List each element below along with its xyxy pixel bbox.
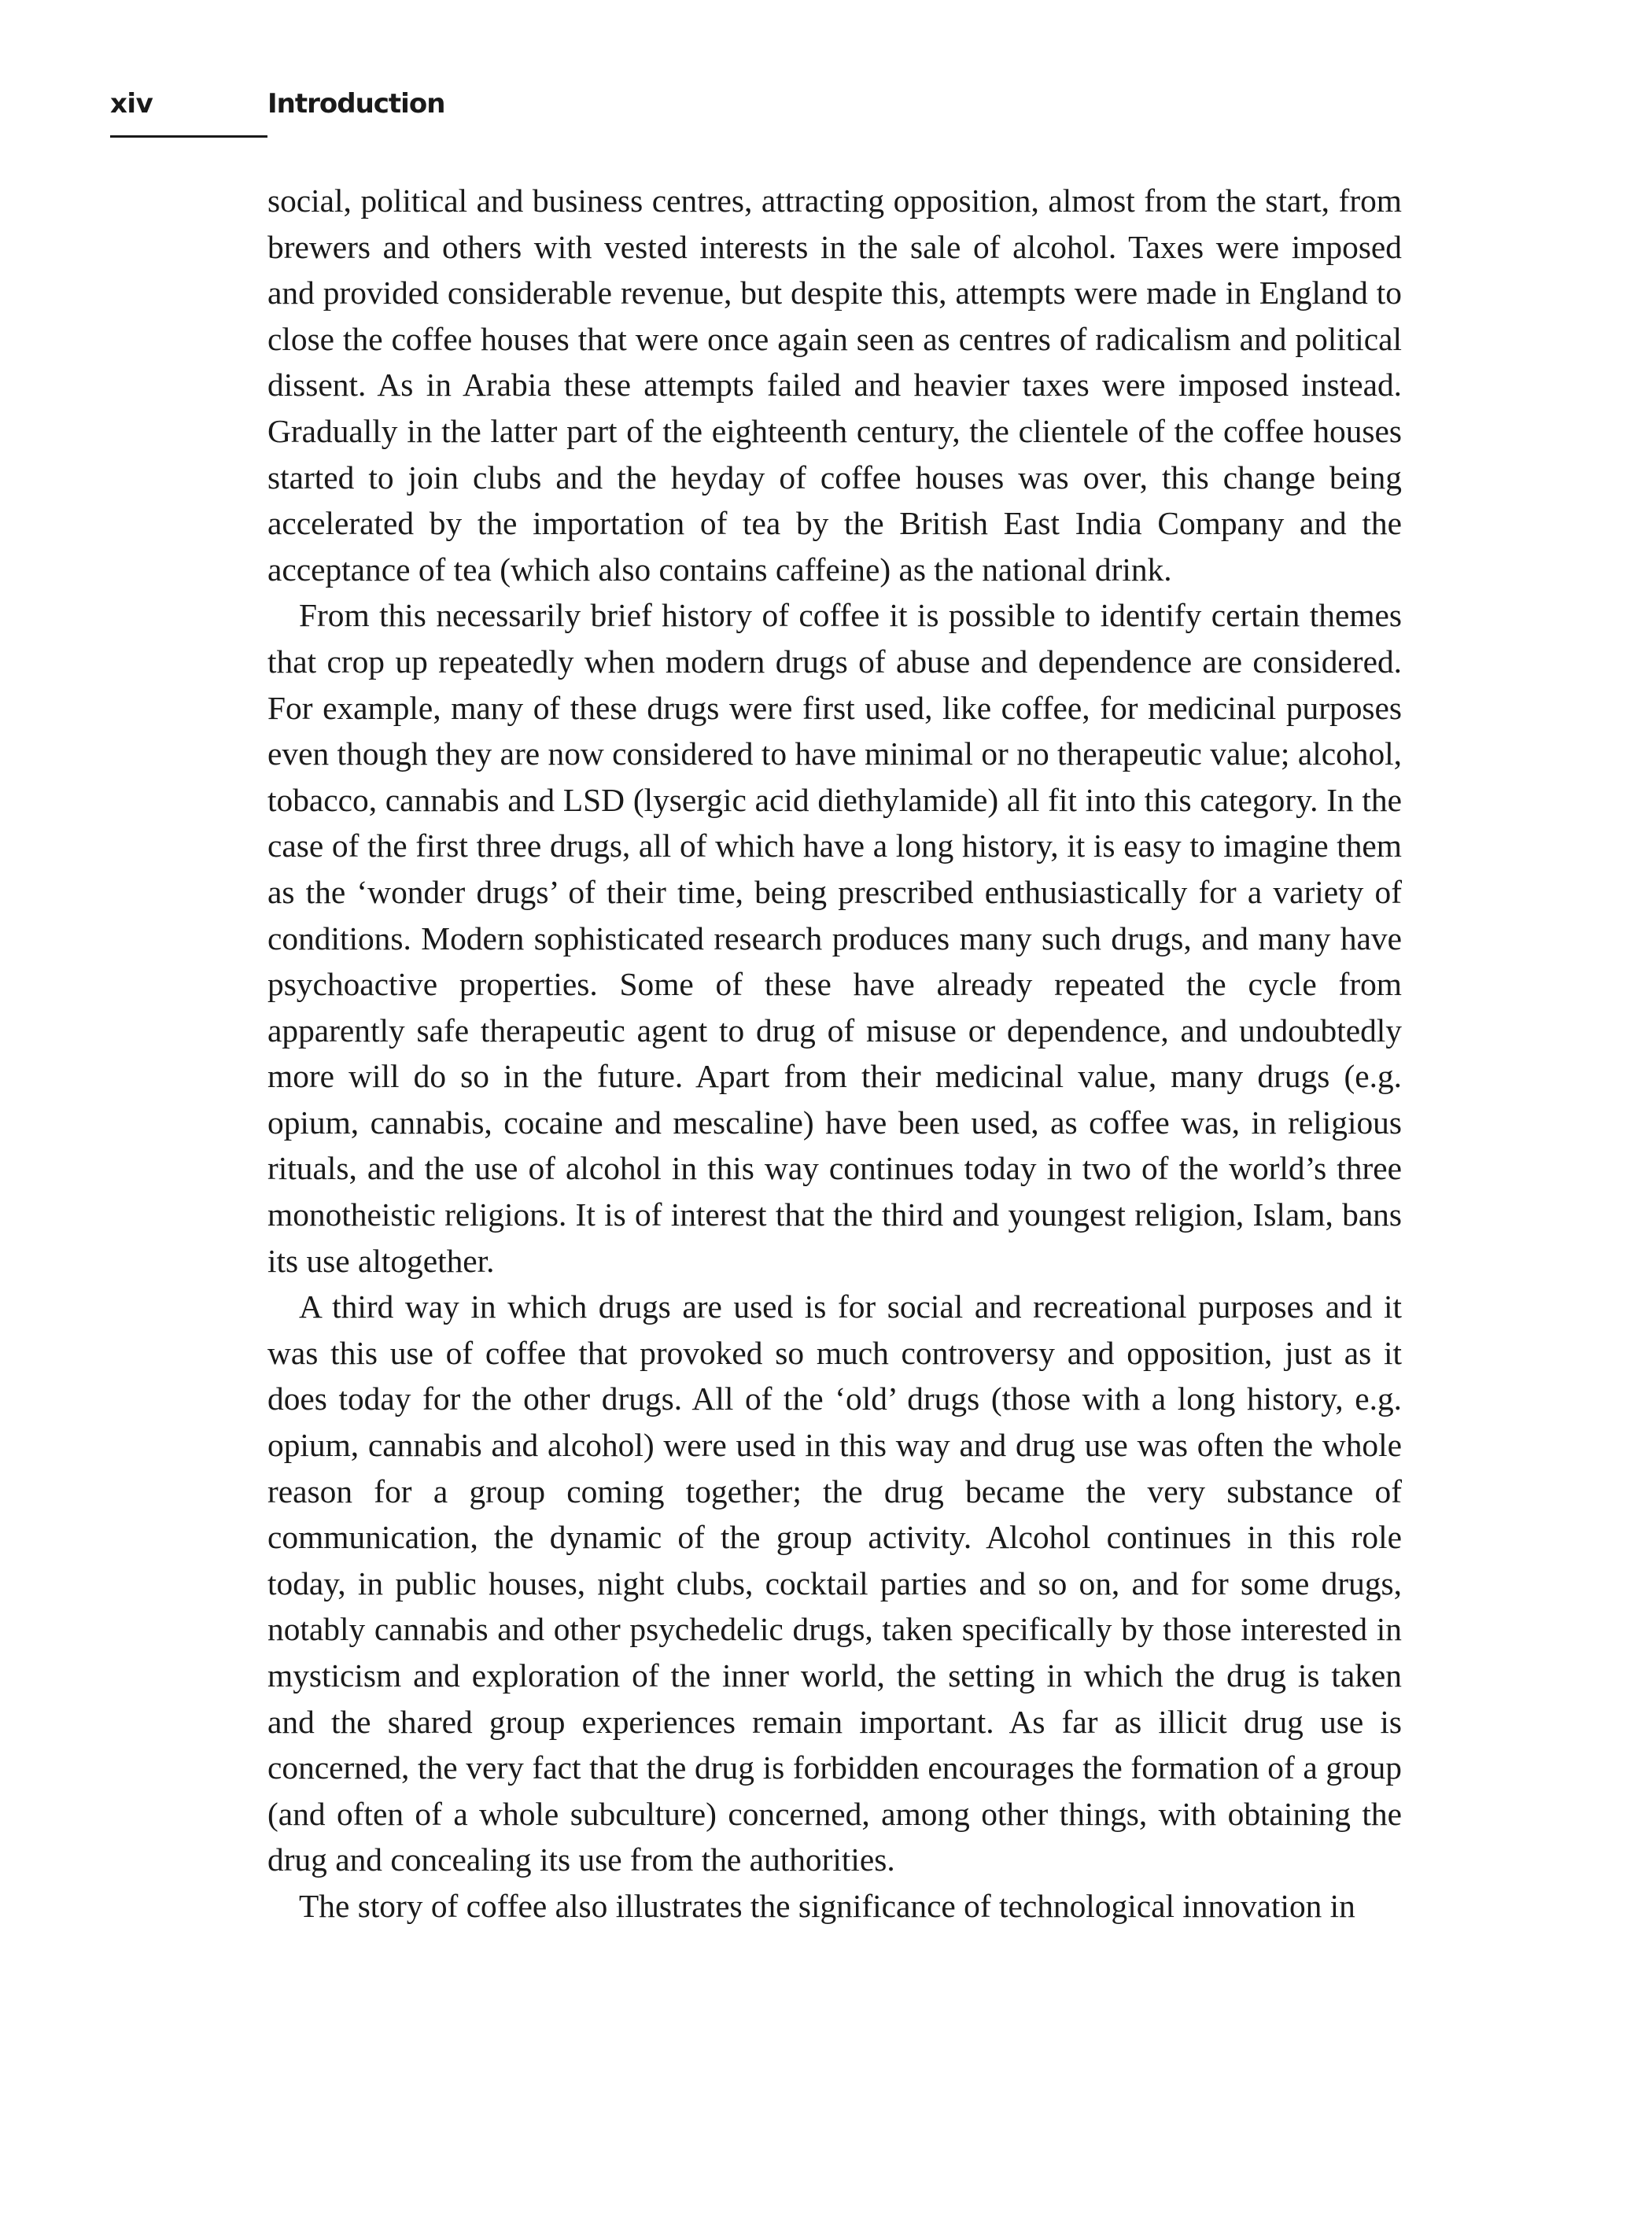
paragraph-continued: social, political and business centres, attracting opposition, almost from the start, from brewers and others with vested interests in the sale of alcohol. Taxes were imposed and provided considerable revenue, but despite this, attempts were made in England to close the coffee houses that were once again seen as centres of radicalism and political dissent. As in Arabia these attempts failed and heavier taxes were imposed instead. Gradually in the latter part of the eighteenth century, the clientele of the coffee houses started to join clubs and the heyday of coffee houses was over, this change being accelerated by the importation of tea by the British East India Company and the acceptance of tea (which also contains caffeine) as the national drink. — [267, 182, 1402, 588]
paragraph: From this necessarily brief history of coffee it is possible to identify certain themes that crop up repeatedly when modern drugs of abuse and dependence are considered. For example, many of these drugs were first used, like coffee, for medicinal purposes even though they are now considered to have minimal or no therapeutic value; alcohol, tobacco, cannabis and LSD (lysergic acid diethylamide) all fit into this category. In the case of the first three drugs, all of which have a long history, it is easy to imagine them as the ‘wonder drugs’ of their time, being prescribed enthusiastically for a variety of conditions. Modern sophisticated research produces many such drugs, and many have psychoactive properties. Some of these have already repeated the cycle from apparently safe therapeutic agent to drug of misuse or dependence, and undoubtedly more will do so in the future. Apart from their medicinal value, many drugs (e.g. opium, cannabis, cocaine and mescaline) have been used, as coffee was, in religious rituals, and the use of alcohol in this way continues today in two of the world’s three monotheistic religions. It is of interest that the third and youngest religion, Islam, bans its use altogether. — [267, 597, 1402, 1279]
running-head — [110, 88, 1447, 135]
section-title: Introduction — [267, 88, 445, 120]
header-rule — [110, 135, 267, 138]
page-number: xiv — [110, 88, 153, 120]
paragraph: The story of coffee also illustrates the significance of technological innovation in — [299, 1887, 1355, 1924]
paragraph: A third way in which drugs are used is for social and recreational purposes and it was this use of coffee that provoked so much controversy and opposition, just as it does today for the other drugs. All of the ‘old’ drugs (those with a long history, e.g. opium, cannabis and alcohol) were used in this way and drug use was often the whole reason for a group coming together; the drug became the very substance of communication, the dynamic of the group activity. Alcohol continues in this role today, in public houses, night clubs, cocktail parties and so on, and for some drugs, notably cannabis and other psychedelic drugs, taken specifically by those interested in mysticism and exploration of the inner world, the setting in which the drug is taken and the shared group experiences remain important. As far as illicit drug use is concerned, the very fact that the drug is forbidden encourages the formation of a group (and often of a whole subculture) concerned, among other things, with obtaining the drug and concealing its use from the authorities. — [267, 1288, 1402, 1878]
body-text — [267, 178, 1402, 1930]
